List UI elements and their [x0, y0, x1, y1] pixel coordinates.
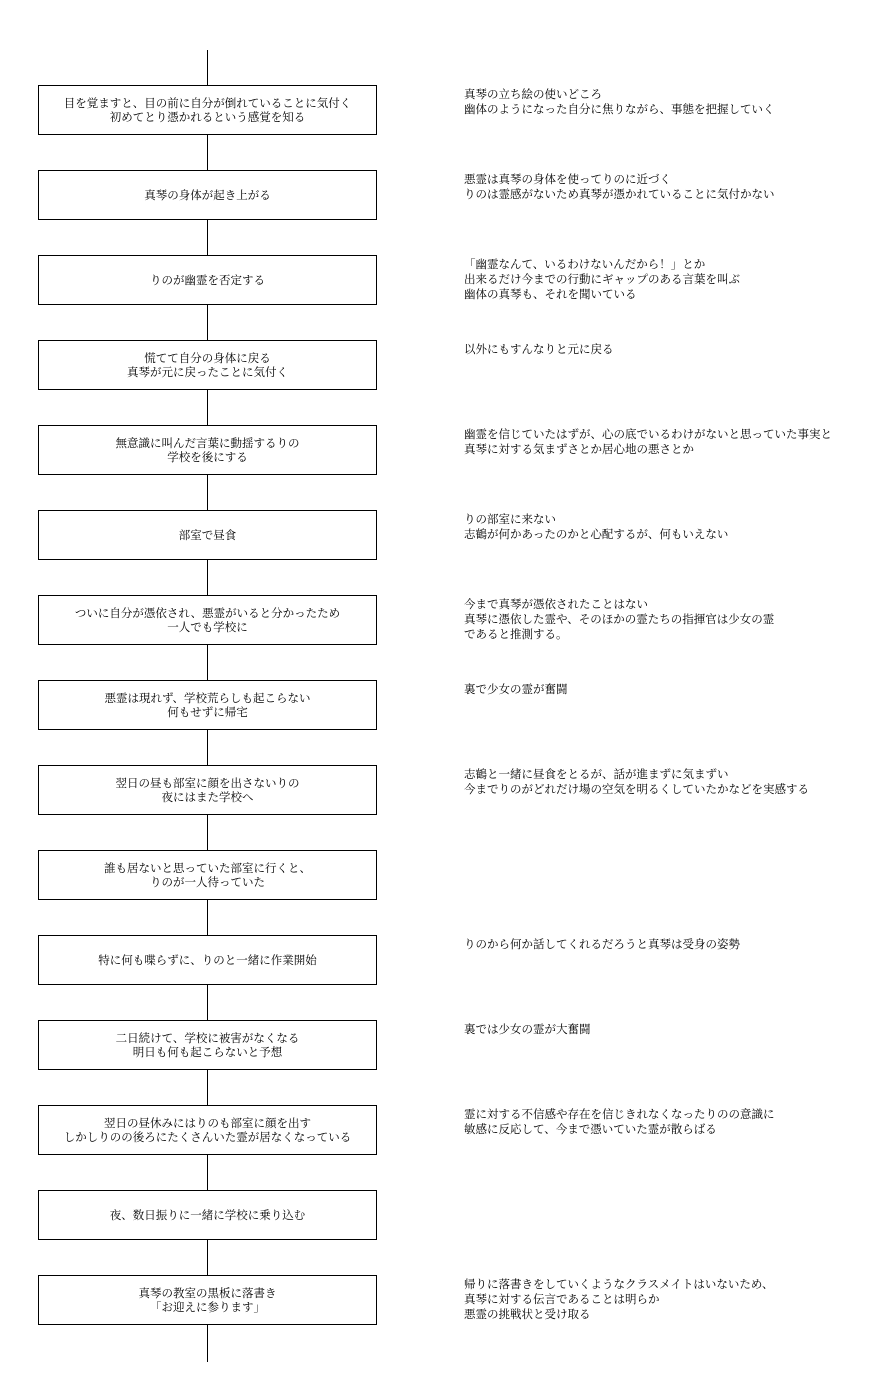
flow-step-note: りのから何か話してくれるだろうと真琴は受身の姿勢 [464, 937, 740, 951]
flow-step-box [38, 850, 377, 900]
flow-step-box [38, 85, 377, 135]
flow-step-text: 夜、数日振りに一緒に学校に乗り込む [109, 1208, 306, 1222]
flow-step-text: 目を覚ますと、目の前に自分が倒れていることに気付く 初めてとり憑かれるという感覚を知る [63, 96, 352, 124]
flow-step-note: 裏では少女の霊が大奮闘 [464, 1022, 591, 1036]
flow-step-text: 慌てて自分の身体に戻る 真琴が元に戻ったことに気付く [127, 351, 288, 379]
flow-step-note: 真琴の立ち絵の使いどころ 幽体のようになった自分に焦りながら、事態を把握していく [464, 87, 775, 116]
flow-step-text: 真琴の身体が起き上がる [144, 188, 271, 202]
flow-step-note: 幽霊を信じていたはずが、心の底でいるわけがないと思っていた事実と 真琴に対する気まずさとか居心地の悪さとか [464, 427, 832, 456]
flow-step-box [38, 170, 377, 220]
flow-step-text: 部室で昼食 [178, 528, 237, 542]
flow-step-box [38, 1105, 377, 1155]
flow-step-note: 以外にもすんなりと元に戻る [464, 342, 614, 356]
flow-step-box [38, 340, 377, 390]
flow-step-note: りの部室に来ない 志鶴が何かあったのかと心配するが、何もいえない [464, 512, 729, 541]
flow-step-text: 特に何も喋らずに、りのと一緒に作業開始 [98, 953, 317, 967]
flow-step-box [38, 1190, 377, 1240]
flow-step-note: 霊に対する不信感や存在を信じきれなくなったりのの意識に 敏感に反応して、今まで憑いていた霊が散らばる [464, 1107, 775, 1136]
flow-step-text: りのが幽霊を否定する [150, 273, 265, 287]
flow-step-box [38, 425, 377, 475]
flow-step-box [38, 510, 377, 560]
flow-step-text: ついに自分が憑依され、悪霊がいると分かったため 一人でも学校に [74, 606, 341, 634]
flow-step-text: 真琴の教室の黒板に落書き 「お迎えに参ります」 [138, 1286, 277, 1314]
flow-step-box [38, 680, 377, 730]
flow-step-box [38, 935, 377, 985]
flow-step-box [38, 1020, 377, 1070]
flow-step-text: 誰も居ないと思っていた部室に行くと、 りのが一人待っていた [104, 861, 311, 889]
flow-step-text: 二日続けて、学校に被害がなくなる 明日も何も起こらないと予想 [115, 1031, 300, 1059]
flow-step-box [38, 255, 377, 305]
flow-step-note: 「幽霊なんて、いるわけないんだから！」とか 出来るだけ今までの行動にギャップのある言葉を叫ぶ 幽体の真琴も、それを聞いている [464, 257, 740, 301]
flow-step-text: 翌日の昼休みにはりのも部室に顔を出す しかしりのの後ろにたくさんいた霊が居なくなっている [63, 1116, 352, 1144]
flow-step-note: 悪霊は真琴の身体を使ってりのに近づく りのは霊感がないため真琴が憑かれていることに気付かない [464, 172, 775, 201]
flow-step-note: 裏で少女の霊が奮闘 [464, 682, 568, 696]
flow-step-text: 無意識に叫んだ言葉に動揺するりの 学校を後にする [115, 436, 300, 464]
flow-step-box [38, 1275, 377, 1325]
flow-step-text: 悪霊は現れず、学校荒らしも起こらない 何もせずに帰宅 [104, 691, 311, 719]
flow-step-note: 志鶴と一緒に昼食をとるが、話が進まずに気まずい 今までりのがどれだけ場の空気を明るくしていたかなどを実感する [464, 767, 809, 796]
flow-step-note: 今まで真琴が憑依されたことはない 真琴に憑依した霊や、そのほかの霊たちの指揮官は少女の霊 であると推測する。 [464, 597, 775, 641]
flow-step-box [38, 765, 377, 815]
flow-step-note: 帰りに落書きをしていくようなクラスメイトはいないため、 真琴に対する伝言であることは明らか 悪霊の挑戦状と受け取る [464, 1277, 774, 1321]
flow-step-text: 翌日の昼も部室に顔を出さないりの 夜にはまた学校へ [115, 776, 300, 804]
flow-step-box [38, 595, 377, 645]
